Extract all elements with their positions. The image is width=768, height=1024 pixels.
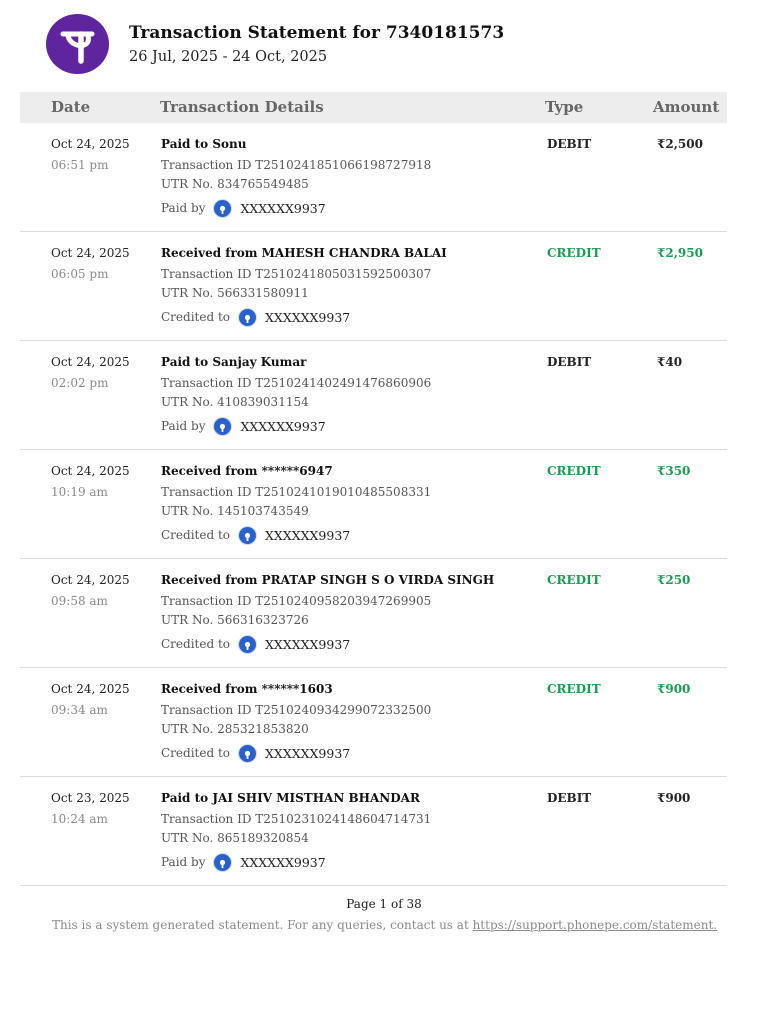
support-link[interactable]: https://support.phonepe.com/statement.: [472, 918, 718, 932]
utr-number: UTR No. 285321853820: [161, 722, 309, 736]
transaction-row: [20, 668, 727, 777]
account-info: [161, 198, 326, 218]
utr-number: UTR No. 865189320854: [161, 831, 309, 845]
account-label: Credited to: [161, 528, 231, 542]
account-number: XXXXXX9937: [265, 309, 351, 325]
sbi-bank-icon: [238, 526, 257, 545]
transaction-party: Paid to Sanjay Kumar: [161, 355, 307, 369]
transaction-date: Oct 24, 2025: [51, 573, 130, 587]
account-number: XXXXXX9937: [265, 636, 351, 652]
column-header-amount: Amount: [653, 98, 720, 116]
transaction-time: 10:19 am: [51, 485, 108, 499]
transaction-amount: ₹900: [657, 682, 691, 696]
transaction-time: 10:24 am: [51, 812, 108, 826]
transaction-id: Transaction ID T2510240958203947269905: [161, 594, 432, 608]
transaction-date: Oct 24, 2025: [51, 464, 130, 478]
transaction-id: Transaction ID T2510240934299072332500: [161, 703, 432, 717]
transaction-amount: ₹2,500: [657, 137, 703, 151]
table-header: [20, 92, 727, 123]
account-label: Credited to: [161, 637, 231, 651]
transaction-date: Oct 24, 2025: [51, 355, 130, 369]
footer-note: [52, 918, 717, 932]
sbi-bank-icon: [213, 199, 232, 218]
transaction-date: Oct 23, 2025: [51, 791, 130, 805]
transaction-party: Received from MAHESH CHANDRA BALAI: [161, 246, 447, 260]
transaction-time: 06:51 pm: [51, 158, 109, 172]
account-label: Paid by: [161, 855, 206, 869]
transaction-party: Paid to Sonu: [161, 137, 247, 151]
sbi-bank-icon: [238, 635, 257, 654]
utr-number: UTR No. 410839031154: [161, 395, 309, 409]
statement-title: Transaction Statement for 7340181573: [129, 23, 505, 43]
transaction-type: CREDIT: [547, 682, 601, 696]
transaction-time: 02:02 pm: [51, 376, 109, 390]
transaction-time: 06:05 pm: [51, 267, 109, 281]
sbi-bank-icon: [213, 853, 232, 872]
transaction-amount: ₹2,950: [657, 246, 703, 260]
transaction-type: CREDIT: [547, 464, 601, 478]
account-label: Paid by: [161, 201, 206, 215]
page-number: Page 1 of 38: [346, 897, 422, 911]
transaction-id: Transaction ID T2510241851066198727918: [161, 158, 432, 172]
column-header-type: Type: [545, 98, 584, 116]
utr-number: UTR No. 566331580911: [161, 286, 309, 300]
transaction-date: Oct 24, 2025: [51, 682, 130, 696]
transaction-date: Oct 24, 2025: [51, 246, 130, 260]
account-number: XXXXXX9937: [240, 200, 326, 216]
account-number: XXXXXX9937: [265, 527, 351, 543]
transaction-time: 09:34 am: [51, 703, 108, 717]
sbi-bank-icon: [213, 417, 232, 436]
transaction-party: Received from ******1603: [161, 682, 333, 696]
account-info: [161, 852, 326, 872]
transaction-row: [20, 450, 727, 559]
transaction-amount: ₹40: [657, 355, 683, 369]
column-header-details: Transaction Details: [160, 98, 324, 116]
transaction-row: [20, 341, 727, 450]
transaction-time: 09:58 am: [51, 594, 108, 608]
statement-date-range: 26 Jul, 2025 - 24 Oct, 2025: [129, 49, 328, 65]
account-number: XXXXXX9937: [240, 418, 326, 434]
sbi-bank-icon: [238, 308, 257, 327]
utr-number: UTR No. 566316323726: [161, 613, 309, 627]
transaction-id: Transaction ID T2510231024148604714731: [161, 812, 432, 826]
transaction-party: Received from PRATAP SINGH S O VIRDA SINGH: [161, 573, 495, 587]
transaction-type: CREDIT: [547, 573, 601, 587]
utr-number: UTR No. 145103743549: [161, 504, 309, 518]
transaction-row: [20, 559, 727, 668]
account-number: XXXXXX9937: [240, 854, 326, 870]
transaction-id: Transaction ID T2510241805031592500307: [161, 267, 432, 281]
transaction-row: [20, 232, 727, 341]
transaction-list: [20, 123, 727, 886]
account-info: [161, 307, 350, 327]
column-header-date: Date: [51, 98, 91, 116]
footer-text: This is a system generated statement. For any queries, contact us at: [52, 918, 473, 932]
transaction-row: [20, 777, 727, 886]
account-info: [161, 743, 350, 763]
transaction-type: DEBIT: [547, 137, 592, 151]
account-label: Credited to: [161, 746, 231, 760]
account-number: XXXXXX9937: [265, 745, 351, 761]
transaction-row: [20, 123, 727, 232]
transaction-party: Received from ******6947: [161, 464, 333, 478]
transaction-type: DEBIT: [547, 355, 592, 369]
account-info: [161, 634, 350, 654]
transaction-party: Paid to JAI SHIV MISTHAN BHANDAR: [161, 791, 420, 805]
sbi-bank-icon: [238, 744, 257, 763]
phonepe-logo-icon: [46, 14, 109, 74]
transaction-amount: ₹900: [657, 791, 691, 805]
utr-number: UTR No. 834765549485: [161, 177, 309, 191]
transaction-type: DEBIT: [547, 791, 592, 805]
transaction-id: Transaction ID T2510241402491476860906: [161, 376, 432, 390]
transaction-type: CREDIT: [547, 246, 601, 260]
transaction-id: Transaction ID T2510241019010485508331: [161, 485, 432, 499]
account-label: Credited to: [161, 310, 231, 324]
account-info: [161, 416, 326, 436]
account-label: Paid by: [161, 419, 206, 433]
account-info: [161, 525, 350, 545]
transaction-amount: ₹250: [657, 573, 691, 587]
transaction-date: Oct 24, 2025: [51, 137, 130, 151]
transaction-amount: ₹350: [657, 464, 691, 478]
